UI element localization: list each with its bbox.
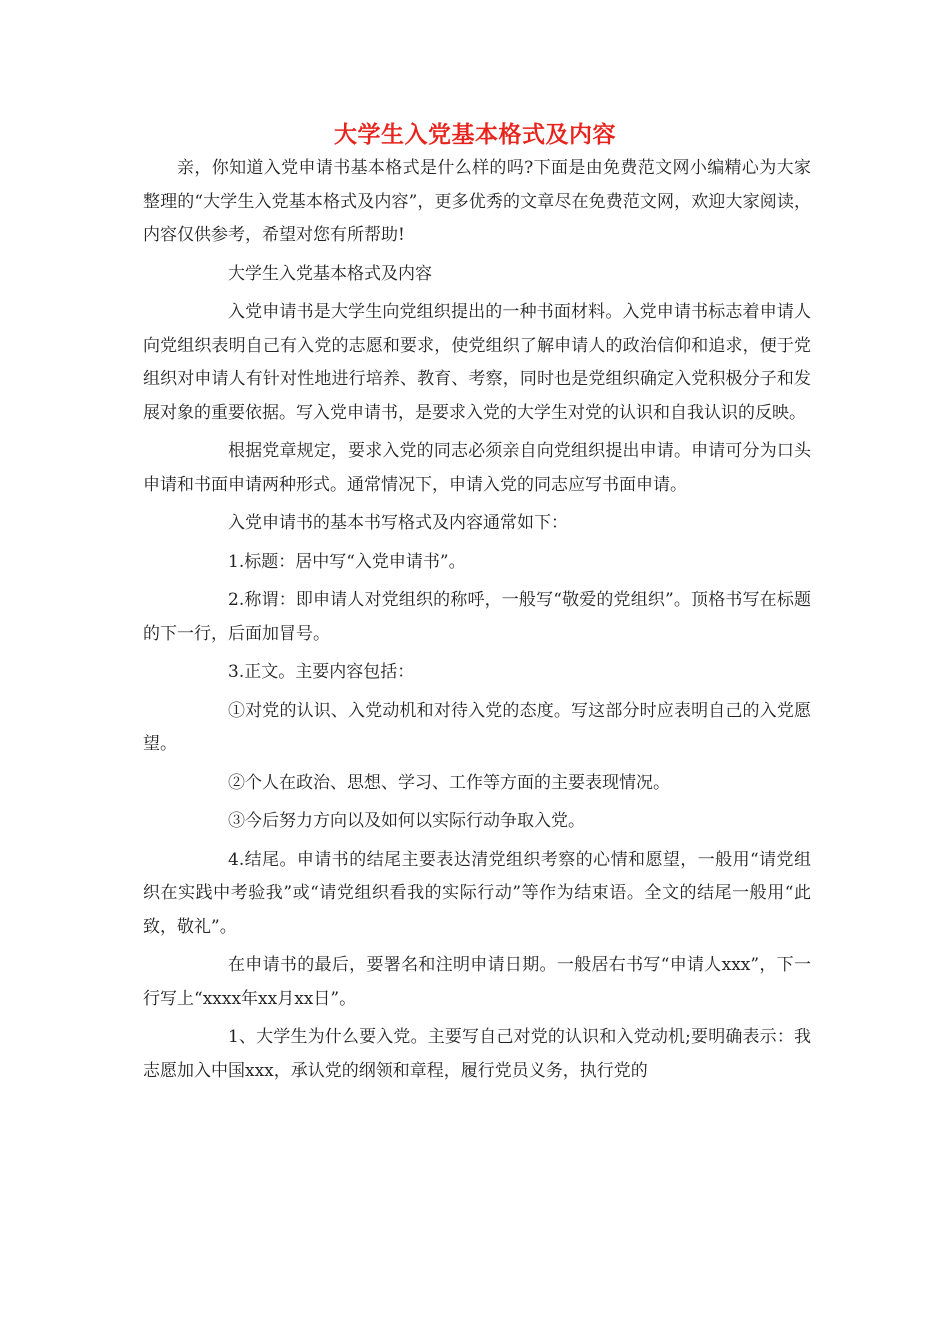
list-item: 1.标题：居中写“入党申请书”。 — [228, 551, 466, 572]
body-paragraph: 1、大学生为什么要入党。主要写自己对党的认识和入党动机;要明确表示：我志愿加入中国xxx，承认党的纲领和章程，履行党员义务，执行党的 — [143, 1027, 811, 1081]
list-item: 4.结尾。申请书的结尾主要表达清党组织考察的心情和愿望，一般用“请党组织在实践中考验我”或“请党组织看我的实际行动”等作为结束语。全文的结尾一般用“此致，敬礼”。 — [143, 849, 811, 937]
document-body — [143, 152, 811, 1093]
list-item: ②个人在政治、思想、学习、工作等方面的主要表现情况。 — [228, 772, 670, 793]
document-title: 大学生入党基本格式及内容 — [334, 122, 616, 148]
intro-paragraph: 亲，你知道入党申请书基本格式是什么样的吗?下面是由免费范文网小编精心为大家整理的“大学生入党基本格式及内容”，更多优秀的文章尽在免费范文网，欢迎大家阅读，内容仅供参考，希望对您有所帮助! — [143, 158, 811, 245]
section-heading: 大学生入党基本格式及内容 — [228, 263, 432, 284]
list-item: ③今后努力方向以及如何以实际行动争取入党。 — [228, 811, 585, 831]
body-paragraph: 根据党章规定，要求入党的同志必须亲自向党组织提出申请。申请可分为口头申请和书面申请两种形式。通常情况下，申请入党的同志应写书面申请。 — [143, 441, 811, 495]
list-item: 2.称谓：即申请人对党组织的称呼，一般写“敬爱的党组织”。顶格书写在标题的下一行，后面加冒号。 — [143, 590, 811, 644]
list-item: ①对党的认识、入党动机和对待入党的态度。写这部分时应表明自己的入党愿望。 — [143, 700, 811, 754]
body-paragraph: 入党申请书是大学生向党组织提出的一种书面材料。入党申请书标志着申请人向党组织表明自己有入党的志愿和要求，使党组织了解申请人的政治信仰和追求，便于党组织对申请人有针对性地进行培养、教育、考察，同时也是党组织确定入党积极分子和发展对象的重要依据。写入党申请书，是要求入党的大学生对党的认识和自我认识的反映。 — [143, 302, 811, 423]
body-paragraph: 入党申请书的基本书写格式及内容通常如下： — [228, 513, 568, 533]
list-item: 3.正文。主要内容包括： — [228, 662, 415, 682]
body-paragraph: 在申请书的最后，要署名和注明申请日期。一般居右书写“申请人xxx”，下一行写上“xxxx年xx月xx日”。 — [143, 955, 811, 1009]
